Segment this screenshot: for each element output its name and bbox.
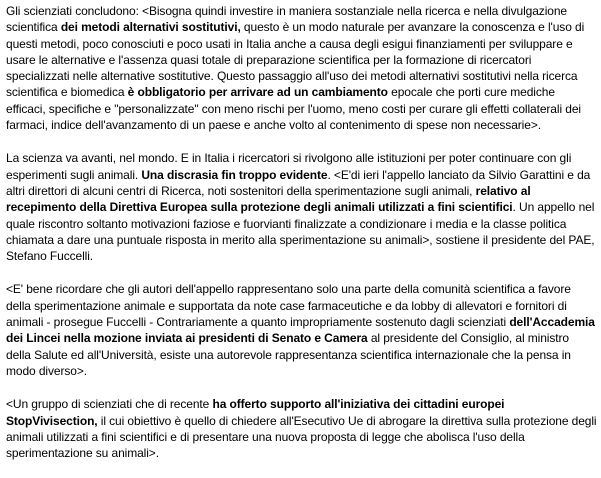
text-run: Gli scienziati concludono: <Bisogna quindi investire in maniera sostanziale nella ricerca e nella divulgazione scientifica [6, 4, 567, 35]
emphasis-run: relativo al recepimento della Direttiva Europea sulla protezione degli animali utilizzati a fini scientifici [6, 183, 531, 215]
emphasis-run: ha offerto supporto all'iniziativa dei cittadini europei StopVivisection, [6, 397, 505, 428]
text-run: . Un appello nel quale riscontro soltanto motivazioni faziose e fuorvianti finalizzate a condizionare i media e la classe politica chiamata a dare una puntuale risposta in merito alla sperimentazione su animali>, sostiene il presidente del PAE, Stefano Fuccelli. [6, 200, 595, 264]
emphasis-run: è obbligatorio per arrivare ad un cambiamento [127, 85, 388, 100]
text-run: <E' bene ricordare che gli autori dell'appello rappresentano solo una parte della comunità scientifica a favore della sperimentazione animale e supportata da note case farmaceutiche e da lobby di allevatori e fornitori di animali - prosegue Fuccelli - Contrariamente a quanto impropriamente sostenuto dagli scienziati [6, 282, 571, 330]
text-run: il cui obiettivo è quello di chiedere all'Esecutivo Ue di abrogare la direttiva sulla protezione degli animali utilizzati a fini scientifici e di presentare una nuova proposta di legge che abolisca l'uso della sperimentazione su animali>. [6, 413, 597, 461]
text-run: questo è un modo naturale per avanzare la conoscenza e l'uso di questi metodi, poco conosciuti e poco usati in Italia anche a causa degli esigui finanziamenti per sviluppare e usare le alternative e l'assenza quasi totale di preparazione scientifica per la formazione di ricercatori specializzati nelle alternative sostitutive. Questo passaggio all'uso dei metodi alternativi sostitutivi nella ricerca scientifica e biomedica [6, 20, 585, 100]
paragraph-science-advances [6, 150, 597, 264]
text-run: epocale che porti cure mediche efficaci, specifiche e "personalizzate" con meno rischi per l'uomo, meno costi per curare gli effetti collaterali dei farmaci, indice dell'avanzamento di un paese e anche volto al contenimento di spese non necessarie>. [6, 85, 581, 133]
paragraph-conclusions [6, 3, 597, 133]
text-run: al presidente del Consiglio, al ministro della Salute ed all'Università, esiste una autorevole rappresentanza scientifica internazionale che la pensa in modo diverso>. [6, 331, 571, 378]
text-run: . <E'di ieri l'appello lanciato da Silvio Garattini e da altri direttori di alcuni centri di Ricerca, noti sostenitori della sperimentazione sugli animali, [6, 167, 591, 198]
emphasis-run: dei metodi alternativi sostitutivi, [60, 20, 241, 35]
text-run: <Un gruppo di scienziati che di recente [6, 397, 213, 412]
text-run: La scienza va avanti, nel mondo. E in Italia i ricercatori si rivolgono alle istituzioni per poter continuare con gli esperimenti sugli animali. [6, 151, 572, 182]
emphasis-run: Una discrasia fin troppo evidente [141, 167, 328, 182]
paragraph-stopvivisection [6, 396, 597, 461]
paragraph-appeal-authors [6, 281, 597, 379]
emphasis-run: dell'Accademia dei Lincei nella mozione inviata ai presidenti di Senato e Camera [6, 315, 595, 346]
